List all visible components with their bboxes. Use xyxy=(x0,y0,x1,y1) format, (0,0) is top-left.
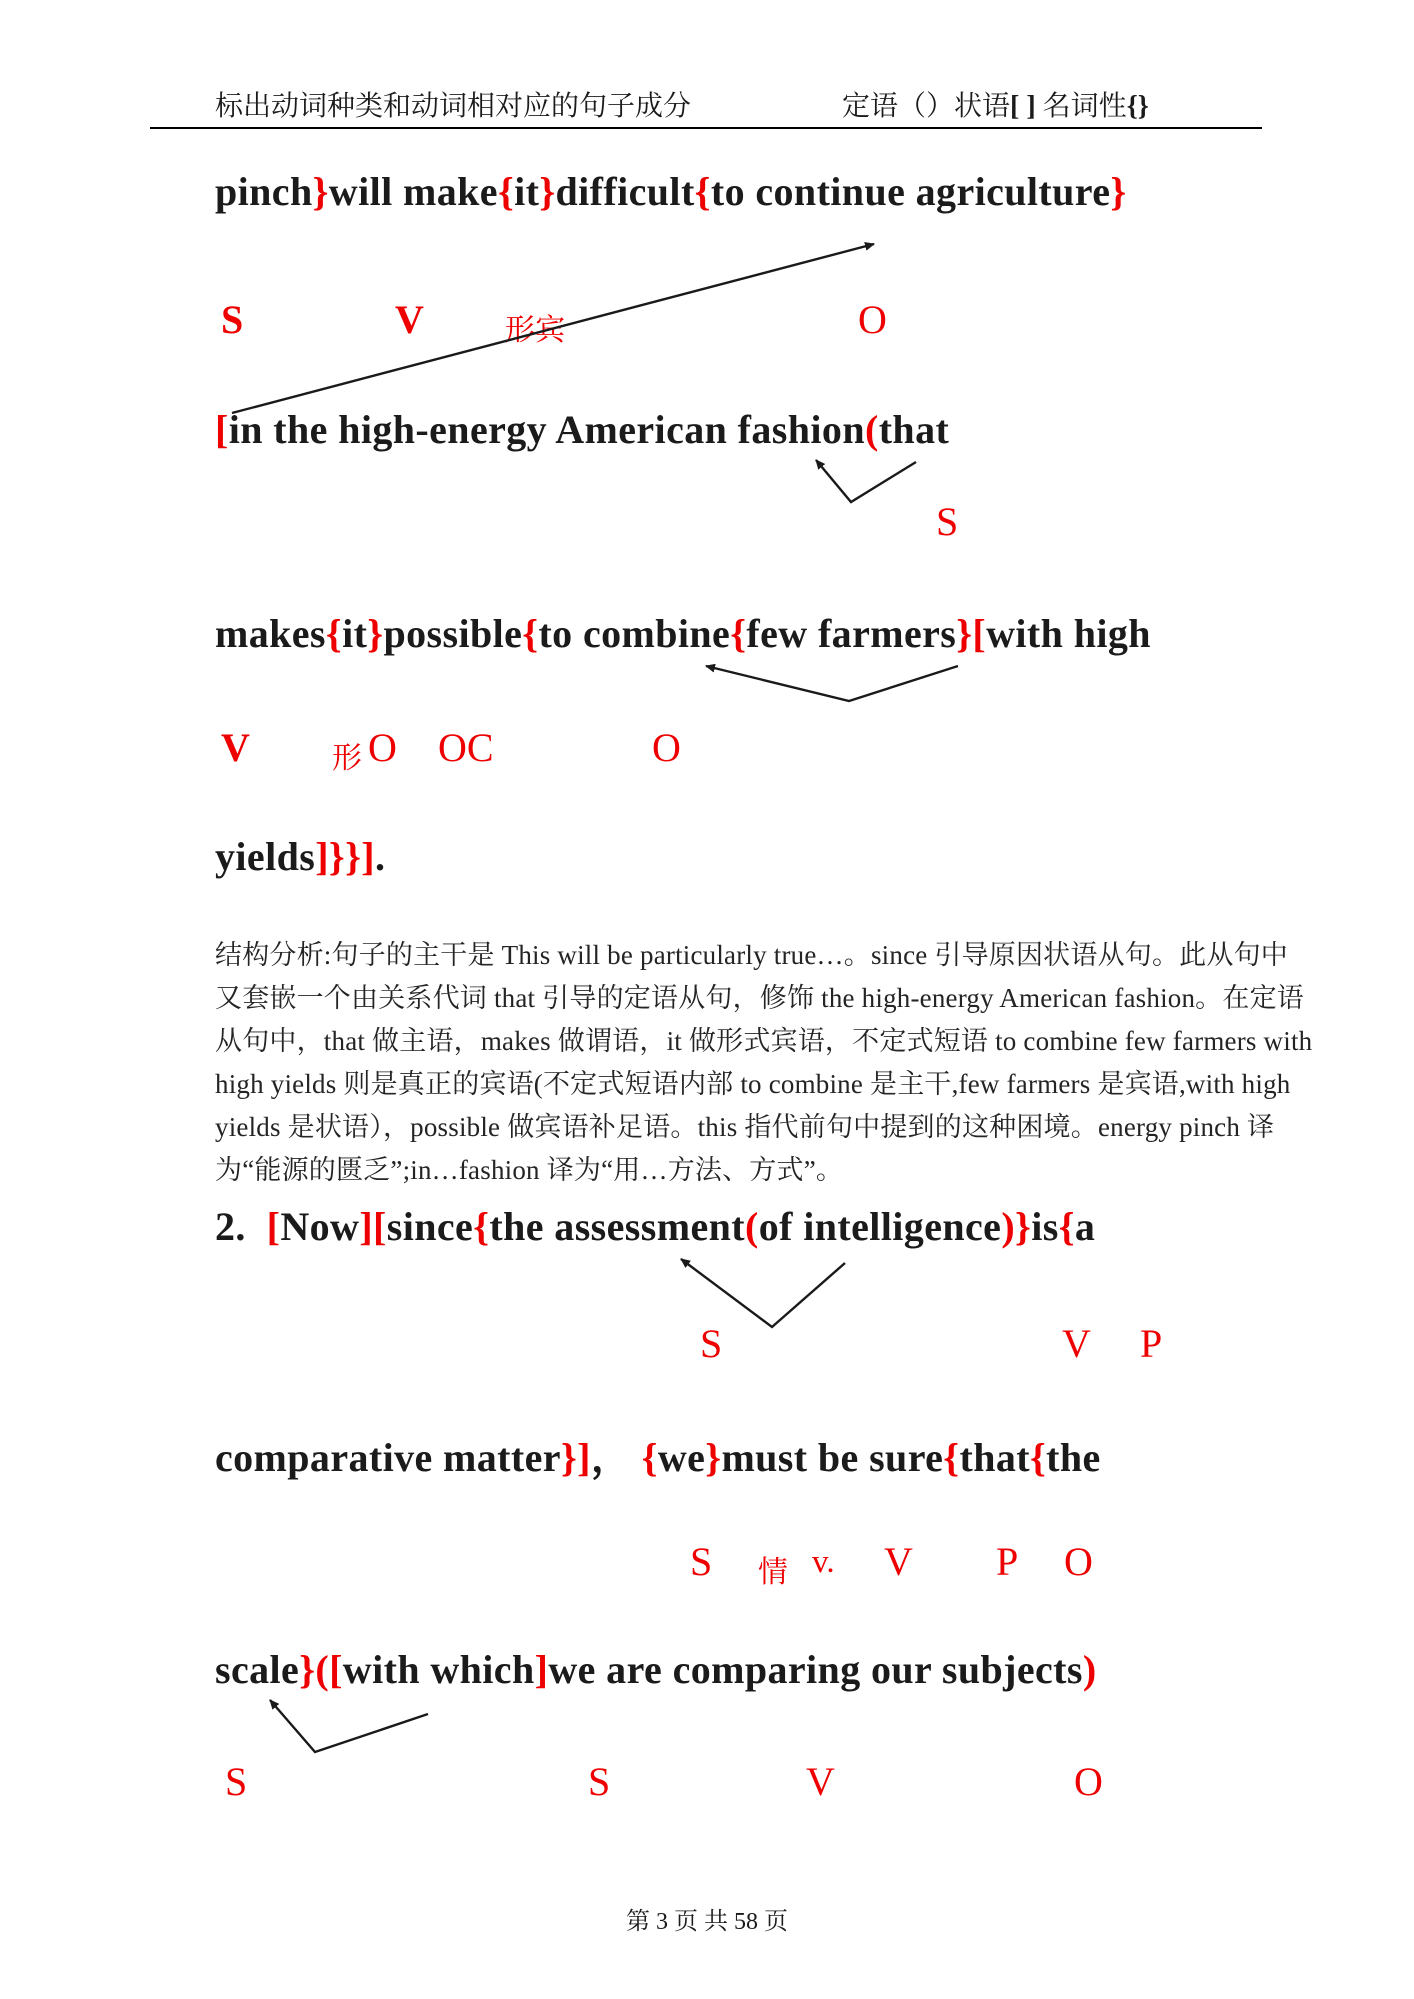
arrow-to-scale xyxy=(270,1700,428,1752)
grammar-label: S xyxy=(936,499,959,544)
analysis-line: high yields 则是真正的宾语(不定式短语内部 to combine 是主干,few farmers 是宾语,with high xyxy=(215,1069,1291,1099)
text-segment: }[ xyxy=(956,611,987,656)
text-segment: possible xyxy=(383,611,523,656)
sentence2-line1 xyxy=(215,1203,1095,1250)
page-number-footer: 第 3 页 共 58 页 xyxy=(626,1909,788,1935)
sentence1-labels-row2 xyxy=(0,724,1414,778)
arrow-with-to-combine xyxy=(706,666,958,701)
text-segment: the assessment xyxy=(489,1204,745,1249)
text-segment: is xyxy=(1031,1204,1059,1249)
text-segment: { xyxy=(1058,1204,1075,1249)
sentence2-line3 xyxy=(215,1646,1097,1693)
text-segment: ) xyxy=(1082,1647,1097,1692)
text-segment: pinch xyxy=(215,169,313,214)
text-segment: { xyxy=(497,169,515,214)
arrow-to-assessment xyxy=(681,1259,845,1327)
text-segment: } xyxy=(705,1435,722,1480)
text-segment: ] xyxy=(534,1647,549,1692)
text-segment: { xyxy=(325,611,343,656)
text-segment: the xyxy=(1046,1435,1101,1480)
text-segment: ， xyxy=(590,1435,642,1480)
grammar-label: 形 xyxy=(332,742,362,775)
text-segment: } xyxy=(539,169,556,214)
text-segment: { xyxy=(522,611,539,656)
text-segment: }([ xyxy=(299,1647,343,1692)
text-segment: )} xyxy=(1001,1204,1032,1249)
text-segment: ][ xyxy=(359,1204,387,1249)
grammar-label: 形宾 xyxy=(505,314,565,347)
sentence1-labels-row1 xyxy=(0,296,1414,350)
text-segment: difficult xyxy=(555,169,695,214)
analysis-line: 又套嵌一个由关系代词 that 引导的定语从句，修饰 the high-energy American fashion。在定语 xyxy=(215,983,1304,1013)
that-subject-label xyxy=(0,498,1414,552)
text-segment: with high xyxy=(986,611,1151,656)
text-segment: that xyxy=(959,1435,1030,1480)
text-segment: }] xyxy=(560,1435,591,1480)
grammar-label: V xyxy=(806,1759,835,1804)
text-segment: of intelligence xyxy=(758,1204,1002,1249)
text-segment: we xyxy=(657,1435,706,1480)
grammar-label: V xyxy=(395,297,424,342)
text-segment: { xyxy=(943,1435,960,1480)
analysis-line: 从句中，that 做主语，makes 做谓语，it 做形式宾语，不定式短语 to combine few farmers with xyxy=(215,1026,1313,1056)
grammar-label: O xyxy=(1074,1759,1103,1804)
text-segment: { xyxy=(1029,1435,1047,1480)
text-segment: ( xyxy=(744,1204,759,1249)
grammar-label: O xyxy=(368,725,397,770)
text-segment: 名词性 xyxy=(1035,91,1127,122)
text-segment: that xyxy=(878,407,950,452)
sentence2-line2 xyxy=(215,1426,1101,1483)
sentence1-line4 xyxy=(215,833,385,880)
grammar-label: O xyxy=(1064,1539,1093,1584)
text-segment: we are comparing our subjects xyxy=(548,1647,1083,1692)
sentence1-line2 xyxy=(215,406,949,453)
grammar-label: S xyxy=(221,297,244,342)
grammar-label: P xyxy=(1140,1321,1163,1366)
text-segment: {} xyxy=(1126,91,1149,122)
grammar-label: 情 xyxy=(758,1556,788,1589)
grammar-label: P xyxy=(996,1539,1019,1584)
arrow-that-to-fashion xyxy=(816,460,916,502)
text-segment: ( xyxy=(864,407,879,452)
grammar-label: V xyxy=(1062,1321,1091,1366)
grammar-label: S xyxy=(690,1539,713,1584)
grammar-label: S xyxy=(700,1321,723,1366)
text-segment: 2. xyxy=(215,1204,267,1249)
text-segment: since xyxy=(386,1204,474,1249)
text-segment: } xyxy=(1110,169,1127,214)
grammar-label: V xyxy=(221,725,250,770)
grammar-label: v. xyxy=(812,1544,835,1580)
text-segment: comparative matter xyxy=(215,1435,561,1480)
header-title: 标出动词种类和动词相对应的句子成分 xyxy=(215,91,692,122)
text-segment: must be sure xyxy=(721,1435,944,1480)
grammar-label: S xyxy=(225,1759,248,1804)
text-segment: [ xyxy=(215,407,229,452)
text-segment: } xyxy=(312,169,329,214)
text-segment: Now xyxy=(280,1204,360,1249)
text-segment: yields xyxy=(215,834,316,879)
sentence1-line3 xyxy=(215,610,1151,657)
text-segment: makes xyxy=(215,611,326,656)
text-segment: . xyxy=(374,834,386,879)
text-segment: a xyxy=(1074,1204,1096,1249)
text-segment: [ ] xyxy=(1010,91,1036,122)
analysis-line: 为“能源的匮乏”;in…fashion 译为“用…方法、方式”。 xyxy=(215,1155,844,1185)
text-segment: to continue agriculture xyxy=(710,169,1111,214)
text-segment: it xyxy=(342,611,368,656)
analysis-line: yields 是状语），possible 做宾语补足语。this 指代前句中提到的这种困境。energy pinch 译 xyxy=(215,1112,1275,1142)
sentence2-labels-row2 xyxy=(0,1538,1414,1592)
text-segment: [ xyxy=(266,1204,281,1249)
sentence2-labels-row3 xyxy=(0,1758,1414,1812)
text-segment: few farmers xyxy=(746,611,957,656)
sentence1-line1 xyxy=(215,168,1127,215)
text-segment: it xyxy=(514,169,540,214)
grammar-label: O xyxy=(858,297,887,342)
header-rule xyxy=(150,127,1262,129)
text-segment: { xyxy=(641,1435,658,1480)
grammar-label: V xyxy=(884,1539,913,1584)
grammar-label: S xyxy=(588,1759,611,1804)
text-segment: to combine xyxy=(538,611,731,656)
text-segment: with which xyxy=(342,1647,535,1692)
text-segment: 定语（）状语 xyxy=(842,91,1011,122)
text-segment: ]}}] xyxy=(315,834,375,879)
text-segment: will make xyxy=(328,169,498,214)
header-annotation-legend xyxy=(842,84,1149,124)
grammar-label: OC xyxy=(438,725,494,770)
text-segment: scale xyxy=(215,1647,300,1692)
text-segment: in the high-energy American fashion xyxy=(228,407,865,452)
sentence2-labels-row1 xyxy=(0,1320,1414,1374)
text-segment: { xyxy=(473,1204,490,1249)
analysis-line: 结构分析:句子的主干是 This will be particularly true…。since 引导原因状语从句。此从句中 xyxy=(215,940,1288,970)
text-segment: { xyxy=(730,611,747,656)
text-segment: } xyxy=(367,611,384,656)
grammar-label: O xyxy=(652,725,681,770)
text-segment: { xyxy=(694,169,711,214)
